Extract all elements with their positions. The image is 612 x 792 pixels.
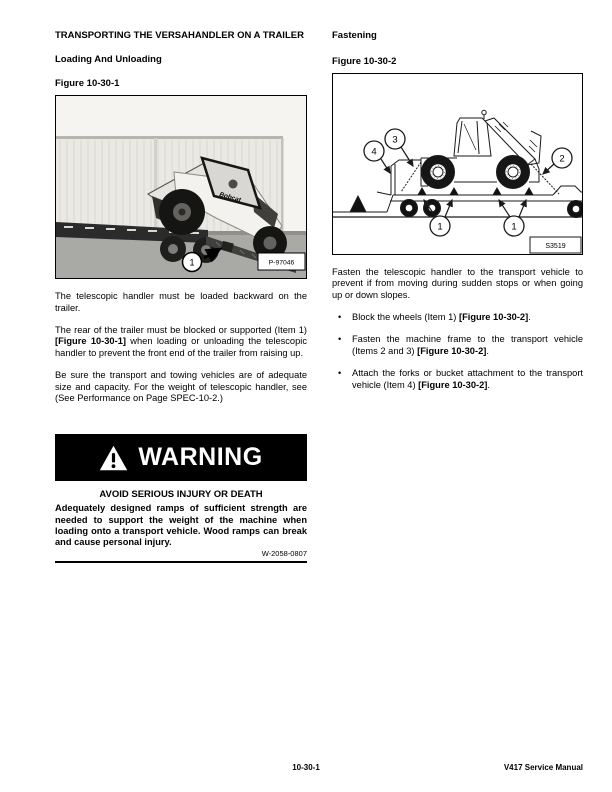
paragraph2-pre: The rear of the trailer must be blocked or supported (Item 1)	[55, 325, 307, 336]
callout-arrow	[401, 147, 413, 166]
warning-code: W-2058-0807	[261, 549, 307, 559]
diagram-rear-fender	[553, 186, 582, 195]
trailer-wheel-rim	[405, 204, 413, 212]
engine-vents	[529, 140, 537, 152]
fork-blade	[377, 192, 391, 195]
loading-photo-illustration	[56, 96, 306, 278]
callout-number: 1	[437, 221, 443, 233]
photo-roofline	[56, 136, 283, 139]
drawing-id-label: S3519	[545, 242, 566, 250]
wheel-chock	[525, 188, 533, 195]
bullet-text: Fasten the machine frame to the transport vehicle (Items 2 and 3)	[352, 334, 583, 356]
figure2-drawing	[332, 73, 583, 255]
warning-banner	[55, 434, 307, 481]
paragraph2-post: when loading or unloading the telescopic handler to prevent the front end of the trailer from raising up.	[55, 336, 307, 358]
photo-operator	[229, 180, 238, 189]
callout-arrow	[381, 159, 390, 173]
photo-building-edge	[281, 138, 284, 233]
wheel-chock	[450, 188, 458, 195]
callout-number: 4	[371, 146, 377, 158]
bullet-text-end: .	[487, 379, 490, 390]
fastening-heading: Fastening	[332, 30, 377, 41]
warning-banner-label: WARNING	[138, 443, 263, 472]
bullet-marker: •	[338, 368, 342, 379]
callout-arrow	[543, 164, 554, 174]
body-paragraph: Fasten the telescopic handler to the transport vehicle to prevent if from moving during sudden stops or when going up or down slopes.	[332, 266, 583, 300]
figure-reference: [Figure 10-30-2]	[418, 379, 488, 390]
figure1-photo	[55, 95, 307, 279]
subsection-title: Loading And Unloading	[55, 54, 162, 66]
photo-trailer-hub	[168, 244, 178, 254]
bullet-text-end: .	[528, 312, 531, 323]
left-column	[55, 0, 307, 563]
body-paragraph	[55, 325, 307, 359]
tie-chain-rear	[531, 164, 559, 194]
machine-wheel-rim	[430, 164, 446, 180]
fastening-diagram	[333, 74, 582, 254]
footer-page-number: 10-30-1	[292, 763, 320, 772]
bullet-marker: •	[338, 312, 342, 323]
callout-number: 1	[511, 221, 517, 233]
bullet-text-end: .	[486, 345, 489, 356]
warning-box	[55, 434, 307, 563]
cab-window-line	[464, 124, 476, 150]
cab-windshield	[458, 121, 462, 153]
figure-reference: [Figure 10-30-2]	[458, 312, 529, 323]
figure-reference: [Figure 10-30-2]	[417, 345, 487, 356]
bullet-text: Attach the forks or bucket attachment to the transport vehicle (Item 4)	[352, 368, 583, 390]
photo-brand-logo: Bobcat	[218, 191, 242, 205]
cab-door-frame	[477, 121, 479, 154]
warning-rule	[55, 561, 307, 563]
warning-heading: AVOID SERIOUS INJURY OR DEATH	[99, 489, 263, 501]
wheel-chock	[418, 188, 426, 195]
right-column	[332, 0, 583, 391]
callout-arrow	[445, 200, 452, 217]
photo-front-hubcap	[179, 209, 186, 216]
bullet-marker: •	[338, 334, 342, 345]
callout-number: 2	[559, 153, 565, 165]
figure2-label: Figure 10-30-2	[332, 56, 397, 68]
bullet-item	[332, 368, 583, 391]
callout-arrow	[519, 200, 526, 217]
trailer-wheel-rim	[572, 205, 580, 213]
section-title: TRANSPORTING THE VERSAHANDLER ON A TRAILER	[55, 30, 304, 41]
machine-wheel-rim	[505, 164, 521, 180]
photo-pole	[154, 138, 157, 233]
warning-body: Adequately designed ramps of sufficient strength are needed to support the weight of the machine when loading onto a transport vehicle. Wood ramps can break and cause personal injury.	[55, 503, 307, 548]
body-paragraph: Be sure the transport and towing vehicles are of adequate size and capacity. For the weight of telescopic handler, see (See Performance on Page SPEC-10-2.)	[55, 370, 307, 404]
warning-triangle-icon	[99, 445, 128, 471]
lift-ring	[482, 110, 486, 114]
photo-id-label: P-97046	[268, 259, 295, 267]
wheel-chock	[493, 188, 501, 195]
callout-arrow	[499, 200, 510, 217]
bullet-item	[332, 312, 583, 323]
callout-number: 3	[392, 134, 398, 146]
bullet-text: Block the wheels (Item 1)	[352, 312, 459, 323]
tie-chain-front	[401, 162, 421, 192]
figure1-label: Figure 10-30-1	[55, 77, 120, 89]
diagram-deck-riser	[387, 195, 393, 212]
figure-reference: [Figure 10-30-1]	[55, 336, 126, 347]
bullet-item	[332, 334, 583, 357]
photo-rear-hub	[264, 237, 277, 250]
callout-number: 1	[189, 257, 195, 268]
body-paragraph: The telescopic handler must be loaded backward on the trailer.	[55, 291, 307, 313]
front-chock	[350, 196, 366, 212]
footer-manual-title: V417 Service Manual	[503, 763, 583, 772]
